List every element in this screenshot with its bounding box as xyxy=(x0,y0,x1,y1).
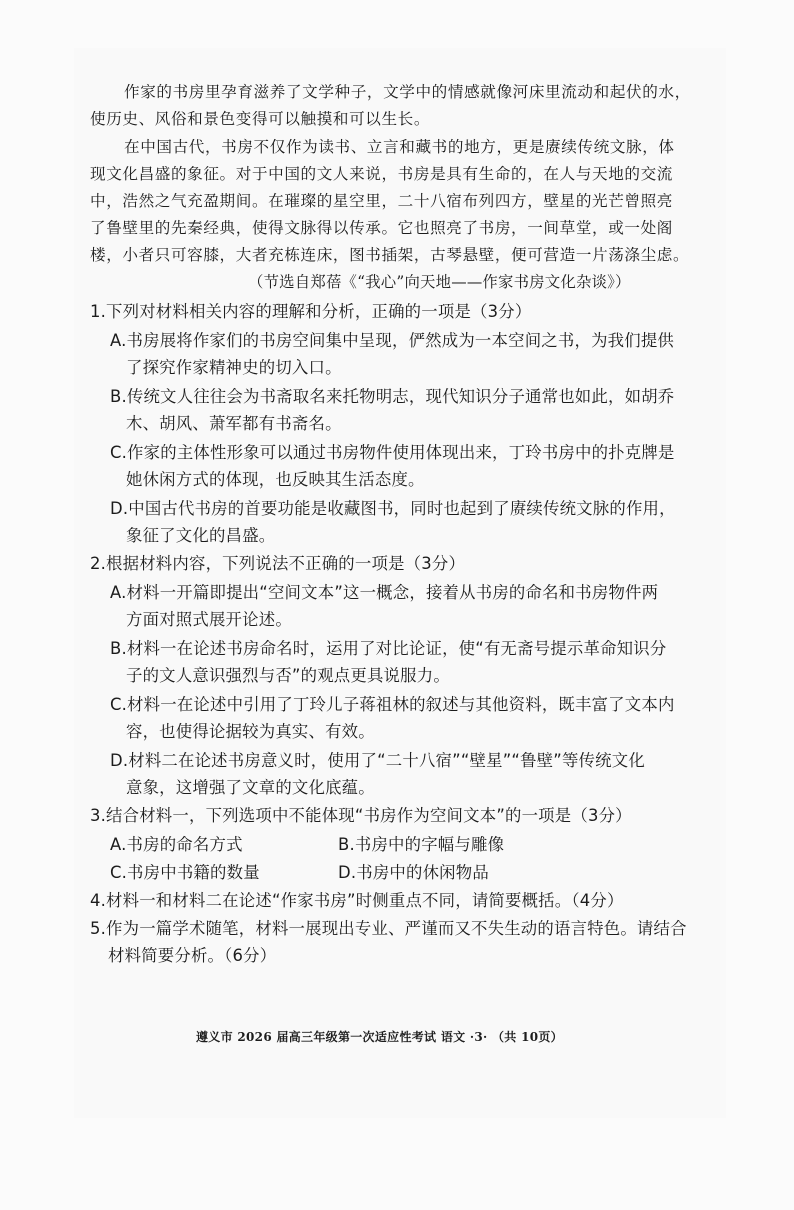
question-2-option-d-cont: 意象，这增强了文章的文化底蕴。 xyxy=(126,778,375,797)
question-4-stem: 4.材料一和材料二在论述“作家书房”时侧重点不同，请简要概括。（4分） xyxy=(90,891,624,910)
question-5-stem-cont: 材料简要分析。（6分） xyxy=(108,946,277,965)
passage-p2-line4: 了鲁壁里的先秦经典，使得文脉得以传承。它也照亮了书房，一间草堂，或一处阁 xyxy=(90,219,673,237)
question-2-option-a: A.材料一开篇即提出“空间文本”这一概念，接着从书房的命名和书房物件两 xyxy=(110,583,659,602)
question-2-option-b: B.材料一在论述书房命名时，运用了对比论证，使“有无斋号提示革命知识分 xyxy=(110,639,667,658)
question-2-stem: 2.根据材料内容，下列说法不正确的一项是（3分） xyxy=(90,554,466,573)
passage-p2-line2: 现文化昌盛的象征。对于中国的文人来说，书房是具有生命的，在人与天地的交流 xyxy=(90,165,673,183)
page-footer: 遵义市 2026 届高三年级第一次适应性考试 语文 ·3· （共 10页） xyxy=(196,1030,563,1044)
question-2-option-d: D.材料二在论述书房意义时，使用了“二十八宿”“壁星”“鲁壁”等传统文化 xyxy=(110,751,645,770)
question-2-option-c: C.材料一在论述中引用了丁玲儿子蒋祖林的叙述与其他资料，既丰富了文本内 xyxy=(110,695,675,714)
passage-source: （节选自郑蓓《“我心”向天地——作家书房文化杂谈》） xyxy=(248,273,631,291)
passage-p2-line3: 中，浩然之气充盈期间。在璀璨的星空里，二十八宿布列四方，壁星的光芒曾照亮 xyxy=(90,192,673,210)
question-2-option-b-cont: 子的文人意识强烈与否”的观点更具说服力。 xyxy=(126,666,450,685)
question-1-option-c: C.作家的主体性形象可以通过书房物件使用体现出来，丁玲书房中的扑克牌是 xyxy=(110,443,675,462)
passage-p2-line1: 在中国古代，书房不仅作为读书、立言和藏书的地方，更是赓续传统文脉，体 xyxy=(124,138,675,156)
question-3-option-a: A.书房的命名方式 xyxy=(110,835,243,854)
question-3-option-d: D.书房中的休闲物品 xyxy=(338,863,489,882)
question-1-option-a-cont: 了探究作家精神史的切入口。 xyxy=(126,358,342,377)
question-1-stem: 1.下列对材料相关内容的理解和分析，正确的一项是（3分） xyxy=(90,302,532,321)
question-1-option-b-cont: 木、胡风、萧军都有书斋名。 xyxy=(126,414,342,433)
question-2-option-a-cont: 方面对照式展开论述。 xyxy=(126,610,292,629)
question-3-option-b: B.书房中的字幅与雕像 xyxy=(338,835,505,854)
passage-p1-line2: 使历史、风俗和景色变得可以触摸和可以生长。 xyxy=(90,110,431,128)
question-5-stem: 5.作为一篇学术随笔，材料一展现出专业、严谨而又不失生动的语言特色。请结合 xyxy=(90,919,687,938)
question-1-option-a: A.书房展将作家们的书房空间集中呈现，俨然成为一本空间之书，为我们提供 xyxy=(110,331,675,350)
question-1-option-d: D.中国古代书房的首要功能是收藏图书，同时也起到了赓续传统文脉的作用， xyxy=(110,499,676,518)
question-2-option-c-cont: 容，也使得论据较为真实、有效。 xyxy=(126,722,375,741)
question-1-option-c-cont: 她休闲方式的体现，也反映其生活态度。 xyxy=(126,470,425,489)
question-3-option-c: C.书房中书籍的数量 xyxy=(110,863,260,882)
passage-p2-line5: 楼，小者只可容膝，大者充栋连床，图书插架，古琴悬壁，便可营造一片荡涤尘虑。 xyxy=(90,246,690,264)
question-3-stem: 3.结合材料一，下列选项中不能体现“书房作为空间文本”的一项是（3分） xyxy=(90,806,632,825)
question-1-option-b: B.传统文人往往会为书斋取名来托物明志，现代知识分子通常也如此，如胡乔 xyxy=(110,387,675,406)
question-1-option-d-cont: 象征了文化的昌盛。 xyxy=(126,526,276,545)
passage-p1-line1: 作家的书房里孕育滋养了文学种子，文学中的情感就像河床里流动和起伏的水， xyxy=(124,83,691,101)
